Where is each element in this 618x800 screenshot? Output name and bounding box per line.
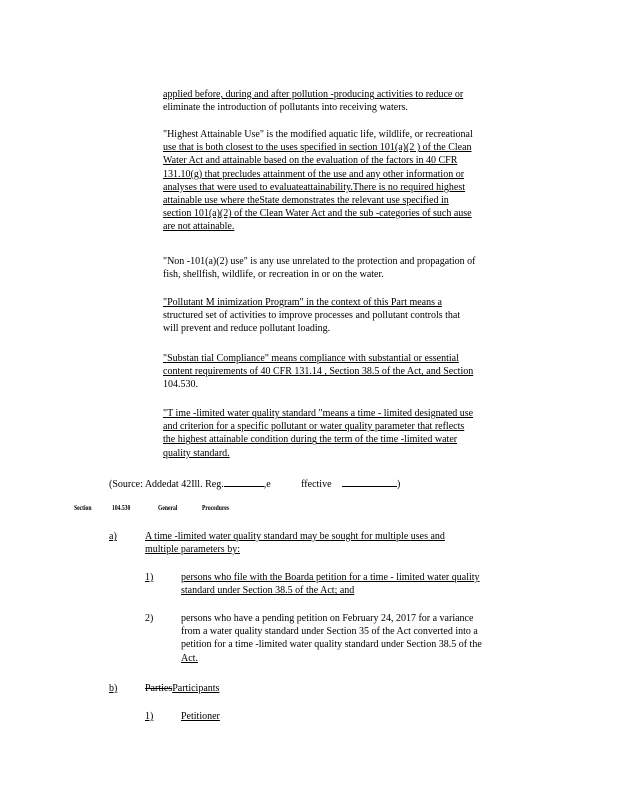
text-line: "Pollutant M inimization Program" in the context of this Part means a [163,297,442,308]
item-marker: b) [109,683,118,694]
text-line: Act. [181,652,198,664]
text-line: attainable use where theState demonstrates the relevant use specified in [163,195,449,207]
section-label: Section [74,503,92,512]
text-line: A time -limited water quality standard may be sought for multiple uses and [145,531,445,542]
text-line: "Highest Attainable Use" is the modified aquatic life, wildlife, or recreational [163,129,473,140]
blank-line [342,477,397,487]
text-line: "Substan tial Compliance" means compliance with substantial or essential [163,353,459,364]
item-b-text [145,682,219,695]
source-note [109,477,400,491]
definition-non-101-use [163,255,535,281]
text-line: are not attainable. [163,221,235,233]
item-a2-text [181,612,541,665]
item-b1-text: Petitioner [181,711,220,722]
text-line: multiple parameters by: [145,544,240,556]
text-line: Water Act and attainable based on the evaluation of the factors in 40 CFR [163,155,458,167]
text-line: "Non -101(a)(2) use" is any use unrelated to the protection and propagation of [163,256,476,267]
text-line: will prevent and reduce pollutant loading. [163,323,331,335]
inserted-text: Participants [172,683,220,694]
text-line: 131.10(g) that precludes attainment of the use and any other information or [163,168,465,180]
text-line: and criterion for a specific pollutant or water quality parameter that reflects [163,421,465,433]
definition-highest-attainable-use [163,128,535,234]
text-line: from a water quality standard under Section 35 of the Act converted into a [181,626,478,638]
item-marker: 1) [145,711,154,722]
text-line: eliminate the introduction of pollutants into receiving waters. [163,102,408,114]
item-a-text [145,530,535,556]
text-line: standard under Section 38.5 of the Act; and [181,585,355,597]
text-line: fish, shellfish, wildlife, or recreation in or on the water. [163,269,384,281]
section-number: 104.530 [112,503,131,512]
source-text: (Source: Addedat 42Ill. Reg. [109,479,224,490]
source-close: ) [397,479,401,490]
blank-line [224,477,264,487]
definition-time-limited-wqs [163,407,535,460]
item-marker: 1) [145,572,154,583]
text-line: use that is both closest to the uses specified in section 101(a)(2 ) of the Clean [163,142,472,154]
item-marker: 2) [145,613,154,624]
source-effective: ffective [301,479,332,490]
section-title-word: General [158,503,178,512]
intro-paragraph [163,88,535,114]
text-line: quality standard. [163,447,230,459]
text-line: section 101(a)(2) of the Clean Water Act and the sub -categories of such ause [163,208,472,220]
text-line: analyses that were used to evaluateattainability.There is no required highest [163,181,466,193]
text-line: "T ime -limited water quality standard "means a time - limited designated use [163,408,474,419]
text-line: structured set of activities to improve processes and pollutant controls that [163,310,461,322]
source-e: ,e [263,479,271,490]
definition-pollutant-minimization-program [163,296,535,336]
text-line: petition for a time -limited water quality standard under Section 38.5 of the [181,639,482,651]
text-line: content requirements of 40 CFR 131.14 , Section 38.5 of the Act, and Section [163,366,474,378]
text-line: applied before, during and after pollution -producing activities to reduce or [163,89,464,100]
item-a1-text [181,571,541,597]
text-line: the highest attainable condition during the term of the time -limited water [163,434,458,446]
definition-substantial-compliance [163,352,535,392]
text-line: 104.530. [163,379,198,391]
text-line: persons who file with the Boarda petition for a time - limited water quality [181,572,480,583]
struck-text: Parties [145,683,173,694]
item-marker: a) [109,531,117,542]
section-title-word: Procedures [202,503,229,512]
text-line: persons who have a pending petition on February 24, 2017 for a variance [181,613,474,624]
